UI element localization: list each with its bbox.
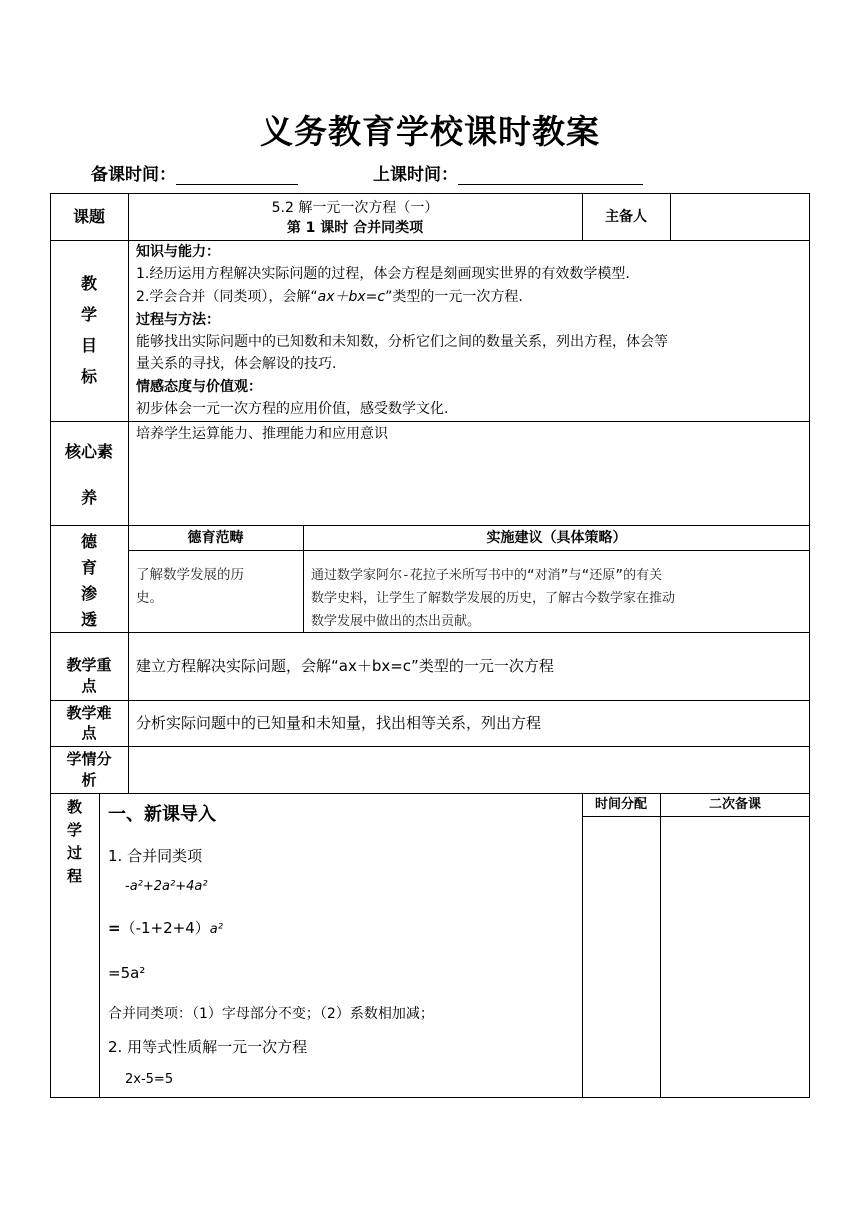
topic-title: 5.2 解一元一次方程（一）: [271, 200, 439, 216]
equation: 2x-5=5: [125, 1072, 174, 1087]
key-point-text: 建立方程解决实际问题，会解“ax＋bx=c”类型的一元一次方程: [136, 657, 554, 675]
process-label: [50, 796, 99, 888]
time-allocation-header: 时间分配: [594, 797, 647, 812]
prep-time-label: 备课时间：: [91, 165, 176, 185]
topic-label: 课题: [72, 207, 105, 226]
second-prep-field[interactable]: [661, 817, 809, 1097]
combine-rule: 合并同类项：（1）字母部分不变；（2）系数相加减；: [108, 1006, 434, 1022]
goals-item2-text: 2.学会合并（同类项），会解“: [136, 289, 318, 305]
goals-label-char: 标: [80, 367, 97, 386]
second-prep-header: 二次备课: [708, 797, 761, 812]
lead-preparer-field[interactable]: [671, 194, 809, 239]
analysis-field[interactable]: [129, 747, 809, 792]
moral-strategy-line1: 通过数学家阿尔-花拉子米所写书中的“对消”与“还原”的有关: [311, 568, 663, 583]
key-point-label-line1: 教学重: [66, 656, 112, 674]
moral-category-header: 德育范畴: [187, 530, 244, 546]
moral-label-char: 育: [80, 558, 97, 577]
core-label-line1: 核心素: [64, 442, 113, 461]
core-label-line2: 养: [80, 488, 97, 507]
moral-label-char: 渗: [80, 584, 97, 603]
moral-label-char: 透: [80, 610, 97, 629]
process-label-char: 学: [66, 821, 82, 839]
moral-category-line2: 史。: [136, 590, 163, 606]
class-time: [373, 160, 643, 185]
goals-knowledge-item1: 1.经历运用方程解决实际问题的过程，体会方程是刻画现实世界的有效数学模型.: [136, 266, 630, 282]
moral-strategy-line2: 数学史料，让学生了解数学发展的历史，了解古今数学家在推动: [311, 591, 676, 606]
section-heading: 一、新课导入: [108, 804, 216, 825]
goals-attitude-heading: 情感态度与价值观：: [136, 379, 262, 395]
process-item2: 2. 用等式性质解一元一次方程: [108, 1038, 308, 1056]
moral-label-char: 德: [80, 532, 97, 551]
process-label-char: 程: [66, 867, 82, 885]
moral-strategy-line3: 数学发展中做出的杰出贡献。: [311, 614, 481, 629]
goals-label-char: 学: [80, 305, 97, 324]
process-label-char: 过: [66, 844, 82, 862]
goals-label-char: 教: [80, 274, 97, 293]
expression-1: -a²+2a²+4a²: [125, 879, 208, 894]
goals-attitude-text: 初步体会一元一次方程的应用价值，感受数学文化.: [136, 401, 449, 417]
goals-item2-equation: ax＋bx=c: [317, 289, 386, 305]
goals-knowledge-heading: 知识与能力：: [136, 244, 220, 260]
moral-label: [50, 529, 128, 633]
goals-process-line1: 能够找出实际问题中的已知数和未知数，分析它们之间的数量关系，列出方程，体会等: [136, 334, 668, 350]
expression-3: =5a²: [108, 964, 146, 982]
topic-subtitle: 第 1 课时 合并同类项: [286, 220, 424, 236]
difficulty-label-line2: 点: [81, 724, 97, 742]
expression-2-variable: a²: [209, 922, 223, 937]
moral-category-line1: 了解数学发展的历: [136, 567, 244, 583]
expression-2-equals: =: [108, 919, 121, 937]
prep-time-blank[interactable]: [176, 166, 298, 185]
goals-knowledge-item2: [136, 287, 523, 307]
process-label-char: 教: [66, 798, 82, 816]
lead-preparer-label: 主备人: [605, 209, 647, 225]
prep-time: [91, 160, 298, 185]
difficulty-label-line1: 教学难: [66, 704, 112, 722]
moral-strategy-header: 实施建议（具体策略）: [486, 530, 627, 546]
difficulty-text: 分析实际问题中的已知量和未知量，找出相等关系，列出方程: [136, 714, 542, 732]
goals-label-char: 目: [80, 336, 97, 355]
process-item1: 1. 合并同类项: [108, 847, 203, 865]
expression-2-coefficients: （-1+2+4）: [120, 919, 210, 937]
goals-process-heading: 过程与方法：: [136, 312, 220, 328]
goals-label: [50, 268, 128, 392]
expression-2: [108, 918, 223, 940]
class-time-blank[interactable]: [458, 166, 643, 185]
class-time-label: 上课时间：: [373, 165, 458, 185]
goals-process-line2: 量关系的寻找，体会解设的技巧.: [136, 356, 337, 372]
goals-item2-text-end: ”类型的一元一次方程.: [385, 289, 523, 305]
analysis-label-line2: 析: [81, 771, 97, 789]
core-text: 培养学生运算能力、推理能力和应用意识: [136, 426, 388, 442]
document-title: 义务教育学校课时教案: [260, 112, 600, 151]
key-point-label-line2: 点: [81, 677, 97, 695]
analysis-label-line1: 学情分: [66, 750, 112, 768]
